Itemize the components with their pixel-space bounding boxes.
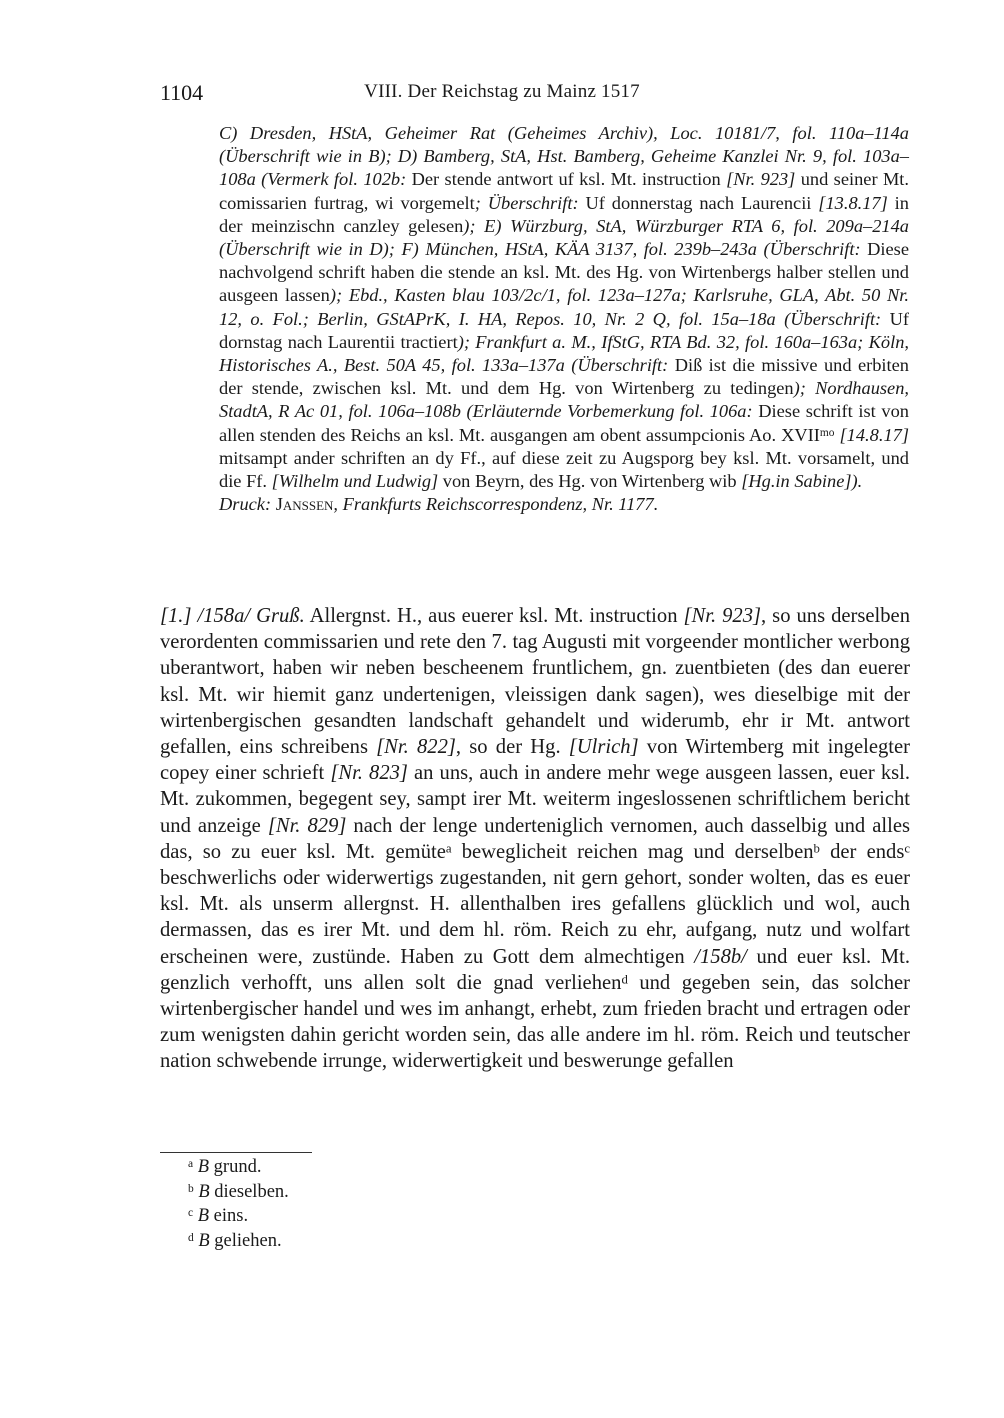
text-run: mitsampt ander schriften an dy Ff., auf diese zeit zu Augsporg bey ksl. Mt. vorsamelt, und die Ff. <box>219 447 909 492</box>
footnote-rule <box>160 1152 312 1153</box>
footnote-item <box>188 1229 289 1254</box>
text-run: , Frankfurts Reichscorrespondenz, Nr. 1177. <box>333 494 659 515</box>
text-run: Uf donnerstag nach Laurencii <box>585 192 819 213</box>
footnote-reading: grund. <box>213 1157 262 1177</box>
text-run: Janssen <box>275 494 334 515</box>
text-run: Druck: <box>219 494 276 515</box>
text-run: von Wirtemberg mit ingelegter copey einer schrieft <box>160 736 911 785</box>
text-run: Uf dornstag nach Laurentii tractiert <box>219 308 909 352</box>
text-run: ); Ebd., Kasten blau 103/2c/1, fol. 123a–127a; Karlsruhe, GLA, Abt. 50 Nr. 12, o. Fol.; Berlin, GStAPrK, I. HA, Repos. 10, Nr. 2 Q, fol. 15a–18a (Überschrift: <box>219 285 910 329</box>
text-run: [14.8.17] <box>839 424 909 445</box>
text-run: ; Überschrift: <box>474 192 586 213</box>
footnote-reading: dieselben. <box>214 1181 289 1202</box>
text-run: beschwerlichs oder widerwertigs zugestanden, nit gern gehort, sonder wolten, das es euer ksl. Mt. als unserm allergnst. H. allenthalben ires gefallens glücklich und wol, auch dermassen, das es irer Mt. und dem hl. röm. Reich zu ehr, aufgang, nutz und wolfart erscheinen were, zustünde. Haben zu Gott dem almechtigen <box>160 867 910 968</box>
text-run: [Nr. 923] <box>726 169 796 190</box>
footnote-reading: eins. <box>213 1206 249 1226</box>
text-run: Allergnst. H., aus euerer ksl. Mt. instruction <box>304 605 684 627</box>
footnote-mark: d <box>621 972 628 987</box>
text-run: C) Dresden, HStA, Geheimer Rat (Geheimes Archiv), Loc. 10181/7, fol. 110a–114a (Überschrift wie in B); D) Bamberg, StA, Hst. Bamberg, Geheime Kanzlei Nr. 9, fol. 103a–108a (Vermerk fol. 102b: <box>219 123 909 190</box>
text-run: /158b/ <box>694 945 747 968</box>
text-run: und seiner Mt. comissarien furtrag, wi vorgemelt <box>219 169 910 213</box>
footnote-mark: mo <box>819 426 835 439</box>
footnote-mark: b <box>188 1182 194 1195</box>
text-run: der ends <box>819 840 905 863</box>
text-run: an uns, auch in andere mehr wege ausgeen lassen, euer ksl. Mt. zukommen, begegent sey, sampt irer Mt. weiterm ingeslossenen schriftlichem bericht und anzeige <box>160 762 910 837</box>
text-run: [Nr. 923] <box>683 605 762 627</box>
text-run: [Nr. 822] <box>376 736 456 759</box>
footnote-item <box>188 1204 289 1229</box>
text-run: [1.] /158a/ Gruß. <box>160 605 305 627</box>
text-run: und gegeben sein, das solcher wirtenbergischer handel und wes im anhangt, erhebt, zum frieden bracht und ertragen oder zum wenigsten dahin gericht worden sein, das alle andere im hl. röm. Reich und teutscher nation schwebende irrunge, widerwertigkeit und beswerunge gefallen <box>160 971 910 1073</box>
text-run: [Wilhelm und Ludwig] <box>271 471 439 492</box>
footnote-witness: B <box>197 1206 210 1226</box>
footnote-mark: c <box>904 841 911 856</box>
footnote-mark: a <box>445 841 452 856</box>
text-run: ); Nordhausen, StadtA, R Ac 01, fol. 106a–108b (Erläuternde Vorbemerkung fol. 106a: <box>219 378 909 422</box>
print-reference <box>219 493 909 516</box>
text-run: [13.8.17] <box>818 192 888 213</box>
text-run: [Hg.in Sabine]). <box>741 471 863 492</box>
text-run: Diese schrift ist von allen stenden des Reichs an ksl. Mt. ausgangen am obent assumpcionis Ao. XVII <box>219 401 909 445</box>
text-run: Der stende antwort uf ksl. Mt. instruction <box>411 169 727 190</box>
text-run: Diese nachvolgend schrift haben die stende an ksl. Mt. des Hg. von Wirtenbergs halber stellen und ausgeen lassen <box>219 239 909 306</box>
page-number: 1104 <box>160 80 204 105</box>
footnote-reading: geliehen. <box>214 1230 282 1251</box>
running-head: VIII. Der Reichstag zu Mainz 1517 <box>364 81 640 102</box>
text-run: in der meinzischn canzley gelesen <box>219 192 909 236</box>
text-run: , so uns derselben verordenten commissarien und rete den 7. tag Augusti mit vorgeender montlicher werbong uberantwort, haben wir neben bescheenem fruntlichem, gn. zuentbieten (des dan euerer ksl. Mt. wir hiemit ganz undertenigen, vleissigen dank sagen), wes dieselbige mit der wirtenbergischen gesandten landschaft gehandelt und widerumb, ehr ir Mt. antwort gefallen, eins schreibens <box>160 605 910 759</box>
footnote-mark: d <box>188 1231 194 1244</box>
footnote-witness: B <box>198 1181 210 1202</box>
footnote-mark: b <box>813 841 820 856</box>
text-run: [Nr. 823] <box>330 762 408 785</box>
text-run: und euer ksl. Mt. genzlich verhofft, uns allen solt die gnad verliehen <box>160 945 910 994</box>
footnote-mark: a <box>188 1157 194 1170</box>
footnote-item <box>188 1180 289 1205</box>
main-text <box>160 603 910 1075</box>
text-run: ); Frankfurt a. M., IfStG, RTA Bd. 32, fol. 160a–163a; Köln, Historisches A., Best. 50A 45, fol. 133a–137a (Überschrift: <box>219 331 909 376</box>
source-apparatus <box>219 122 909 516</box>
text-run: Diß ist die missive und erbiten der stende, zwischen ksl. Mt. und dem Hg. von Wirtenberg zu tedingen <box>219 355 910 399</box>
text-run: von Beyrn, des Hg. von Wirtenberg wib <box>438 471 742 492</box>
footnote-witness: B <box>198 1230 210 1251</box>
footnote-mark: c <box>188 1206 194 1219</box>
text-run: [Nr. 829] <box>267 814 347 837</box>
text-run: , so der Hg. <box>455 736 569 759</box>
footnote-item <box>188 1155 289 1180</box>
footnote-witness: B <box>197 1157 210 1177</box>
text-run: beweglicheit reichen mag und derselben <box>451 840 814 863</box>
text-run: [Ulrich] <box>568 736 639 759</box>
footnotes <box>188 1155 289 1253</box>
text-run: nach der lenge underteniglich vernomen, auch dasselbig und alles das, so zu euer ksl. Mt. gemüte <box>160 814 910 863</box>
main-paragraph <box>160 603 910 1075</box>
text-run: ); E) Würzburg, StA, Würzburger RTA 6, fol. 209a–214a (Überschrift wie in D); F) München, HStA, KÄA 3137, fol. 239b–243a (Überschrift: <box>219 215 909 260</box>
source-list <box>219 122 909 493</box>
